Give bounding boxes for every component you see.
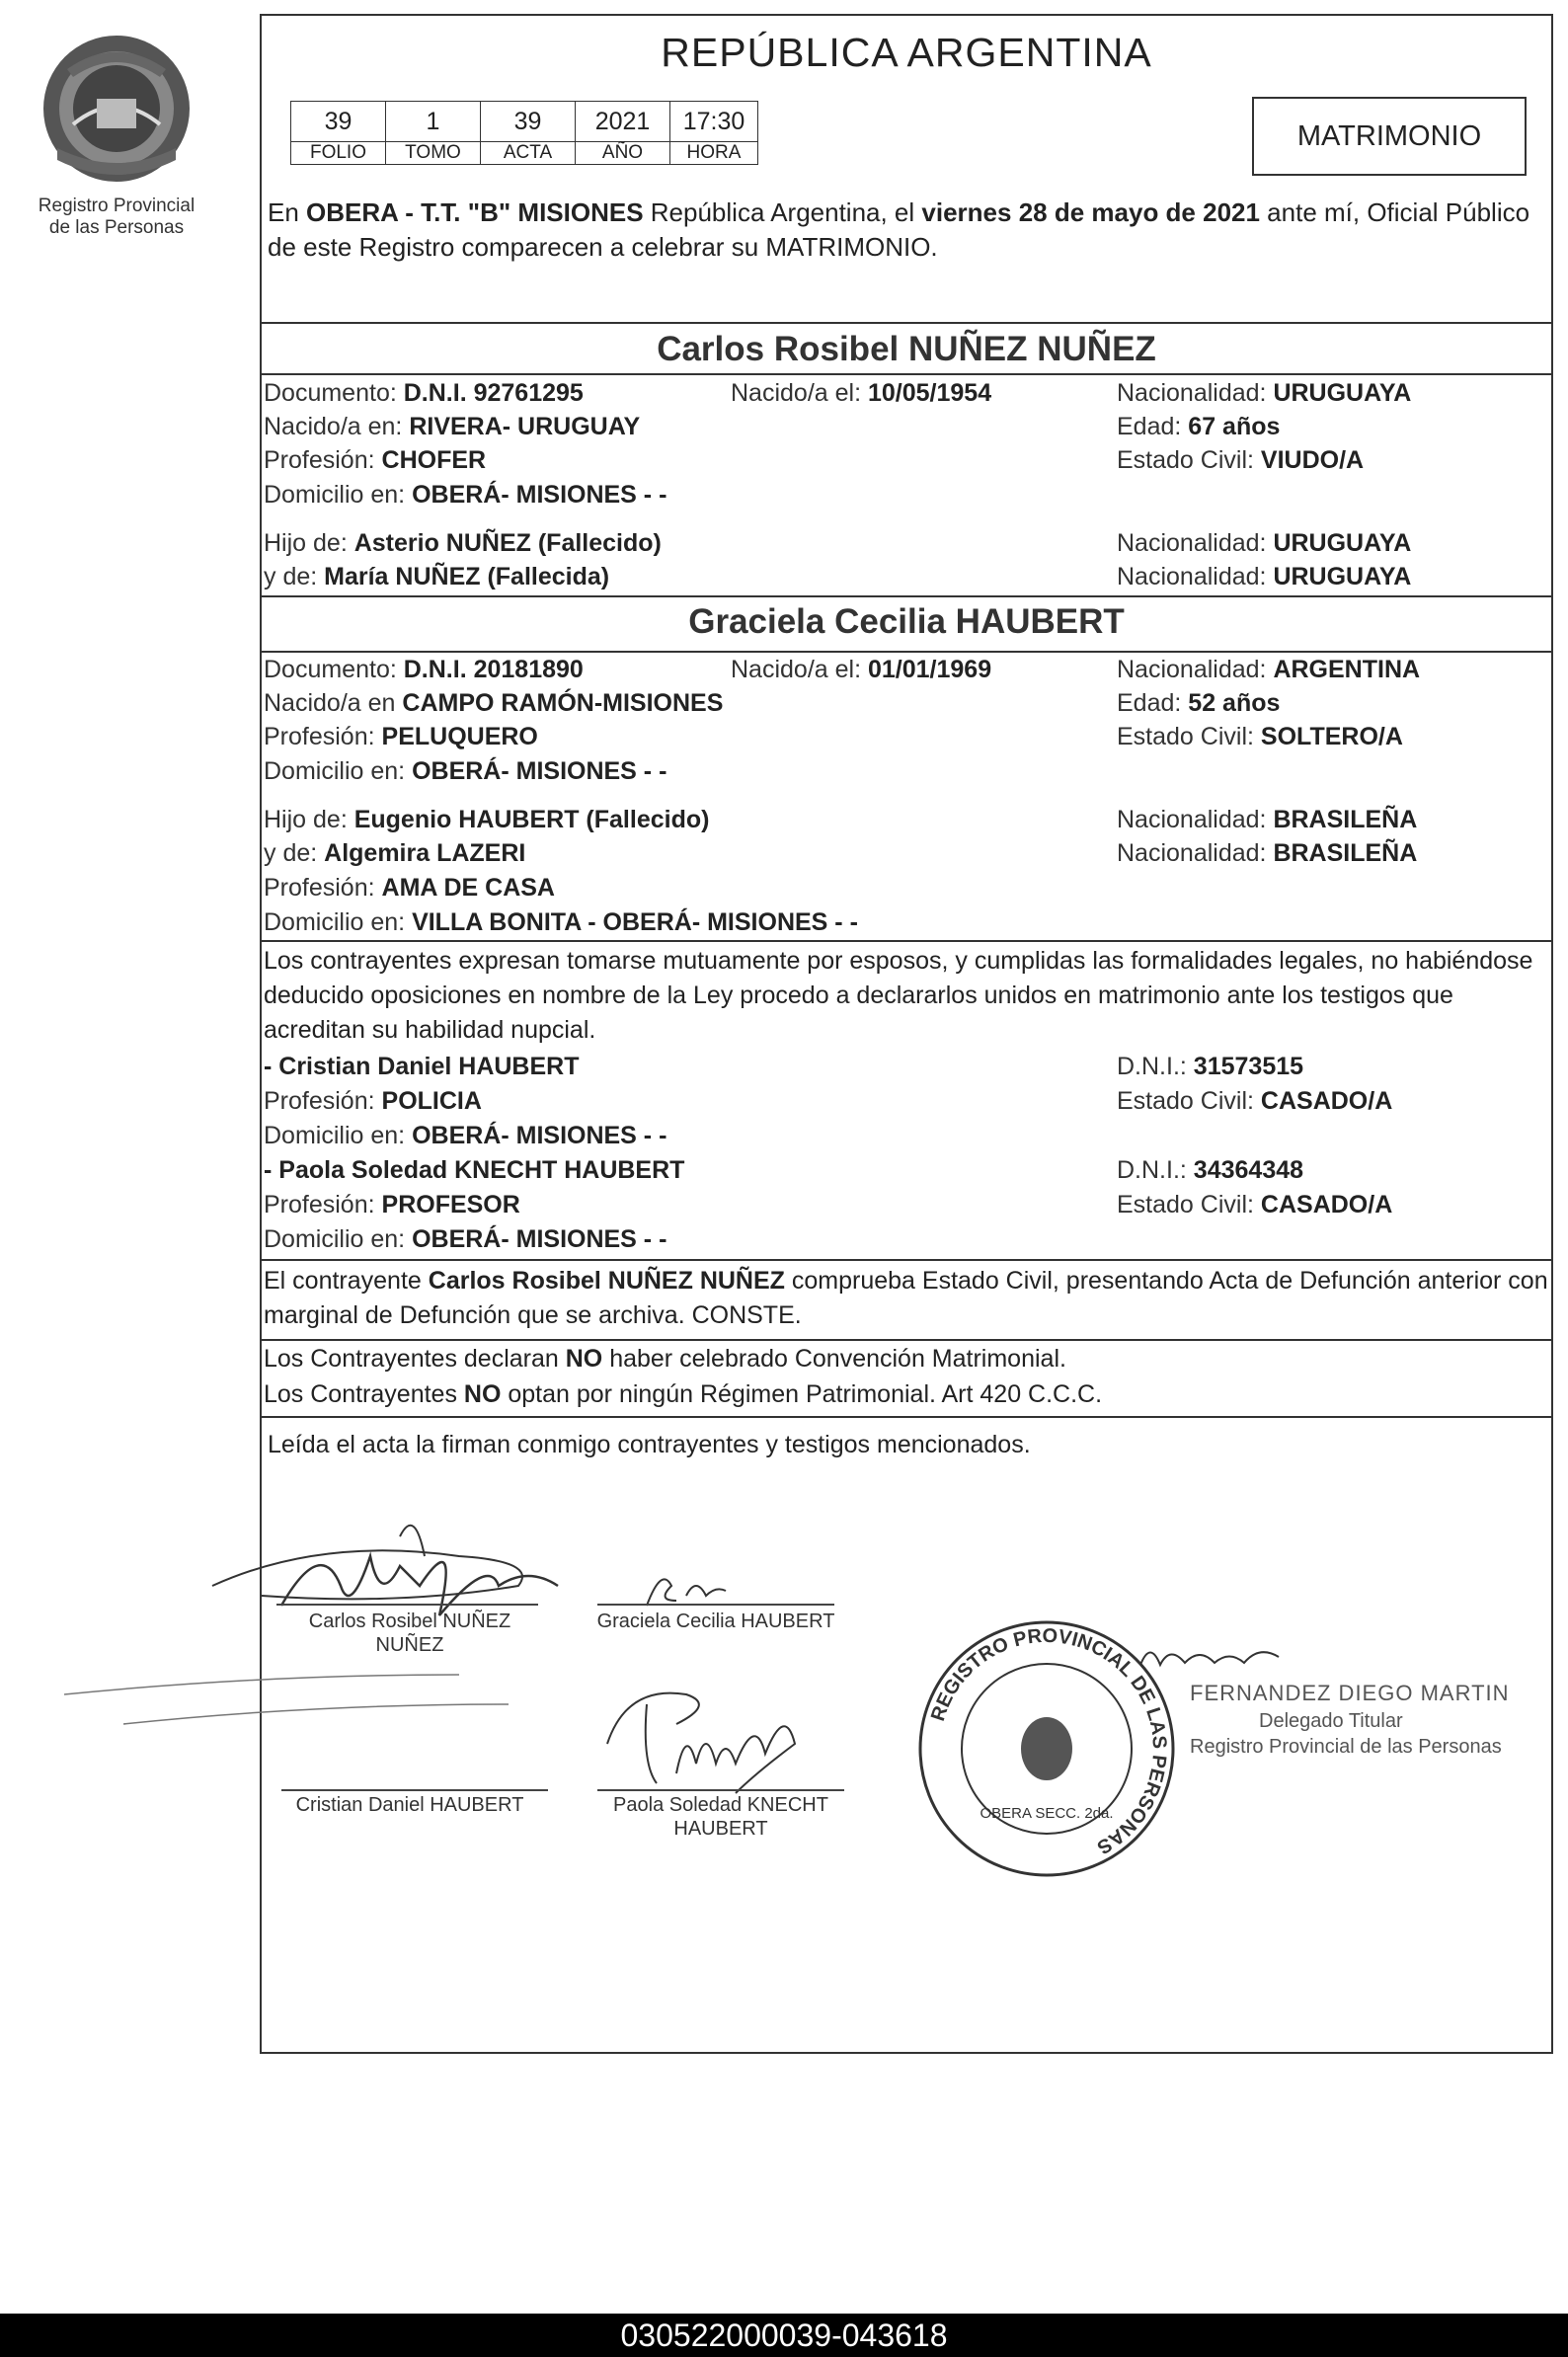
spouse1-nationality: Nacionalidad: URUGUAYA bbox=[1117, 379, 1412, 407]
spouse1-father-nationality: Nacionalidad: URUGUAYA bbox=[1117, 529, 1412, 557]
spouse1-name: Carlos Rosibel NUÑEZ NUÑEZ bbox=[657, 330, 1156, 368]
spouse2-document: Documento: D.N.I. 20181890 bbox=[264, 656, 584, 683]
witness2-profession: Profesión: PROFESOR bbox=[264, 1191, 520, 1218]
divider bbox=[262, 1339, 1551, 1341]
spouse2-age: Edad: 52 años bbox=[1117, 689, 1281, 717]
spouse1-civil-status: Estado Civil: VIUDO/A bbox=[1117, 446, 1365, 474]
hour-label: HORA bbox=[670, 142, 758, 165]
spouse2-profession: Profesión: PELUQUERO bbox=[264, 723, 538, 750]
official-name: FERNANDEZ DIEGO MARTIN bbox=[1190, 1681, 1510, 1705]
intro-place: OBERA - T.T. "B" MISIONES bbox=[306, 197, 644, 227]
signature-spouse2 bbox=[627, 1556, 765, 1615]
signature-line bbox=[276, 1604, 538, 1606]
signature-witness1 bbox=[64, 1655, 617, 1734]
year-value: 2021 bbox=[576, 102, 670, 142]
spouse2-name: Graciela Cecilia HAUBERT bbox=[688, 602, 1125, 641]
declaration-paragraph: Los contrayentes expresan tomarse mutuamente por esposos, y cumplidas las formalidades legales, no habiéndose deducido oposiciones en nombre de la Ley procedo a declararlos unidos en matrimonio ante los testigos que acreditan su habilidad nupcial. bbox=[264, 947, 1533, 1044]
spouse1-mother: y de: María NUÑEZ (Fallecida) bbox=[264, 563, 610, 590]
witness1-dni: D.N.I.: 31573515 bbox=[1117, 1053, 1304, 1080]
folio-value: 39 bbox=[291, 102, 386, 142]
tomo-value: 1 bbox=[386, 102, 481, 142]
spouse2-mother-domicile: Domicilio en: VILLA BONITA - OBERÁ- MISIONES - - bbox=[264, 908, 858, 936]
divider bbox=[262, 595, 1551, 597]
folio-label: FOLIO bbox=[291, 142, 386, 165]
act-type-box: MATRIMONIO bbox=[1252, 97, 1527, 176]
official-office: Registro Provincial de las Personas bbox=[1190, 1736, 1502, 1758]
civil-status-note: El contrayente Carlos Rosibel NUÑEZ NUÑEZ comprueba Estado Civil, presentando Acta de Defunción anterior con marginal de Defunción que se archiva. CONSTE. bbox=[264, 1267, 1548, 1329]
spouse2-domicile: Domicilio en: OBERÁ- MISIONES - - bbox=[264, 757, 667, 785]
closing-statement: Leída el acta la firman conmigo contrayentes y testigos mencionados. bbox=[268, 1431, 1031, 1458]
patrimonial-statement: Los Contrayentes NO optan por ningún Régimen Patrimonial. Art 420 C.C.C. bbox=[264, 1380, 1103, 1408]
signature-caption-witness2: Paola Soledad KNECHT HAUBERT bbox=[613, 1794, 828, 1840]
witness1-name: - Cristian Daniel HAUBERT bbox=[264, 1053, 580, 1080]
spouse2-mother: y de: Algemira LAZERI bbox=[264, 839, 526, 867]
marriage-certificate bbox=[260, 14, 1553, 2054]
witness2-domicile: Domicilio en: OBERÁ- MISIONES - - bbox=[264, 1225, 667, 1253]
page-title: REPÚBLICA ARGENTINA bbox=[661, 30, 1152, 75]
witness1-profession: Profesión: POLICIA bbox=[264, 1087, 482, 1115]
spouse1-mother-nationality: Nacionalidad: URUGUAYA bbox=[1117, 563, 1412, 590]
convention-statement: Los Contrayentes declaran NO haber celebrado Convención Matrimonial. bbox=[264, 1345, 1066, 1373]
divider bbox=[262, 322, 1551, 324]
spouse1-document: Documento: D.N.I. 92761295 bbox=[264, 379, 584, 407]
spouse1-father: Hijo de: Asterio NUÑEZ (Fallecido) bbox=[264, 529, 662, 557]
spouse1-birthplace: Nacido/a en: RIVERA- URUGUAY bbox=[264, 413, 641, 440]
logo-caption-line1: Registro Provincial bbox=[38, 196, 196, 216]
witness2-civil-status: Estado Civil: CASADO/A bbox=[1117, 1191, 1393, 1218]
year-label: AÑO bbox=[576, 142, 670, 165]
spouse2-birthdate: Nacido/a el: 01/01/1969 bbox=[731, 656, 992, 683]
intro-mid: República Argentina, el bbox=[643, 197, 922, 227]
witness2-name: - Paola Soledad KNECHT HAUBERT bbox=[264, 1156, 685, 1184]
acta-value: 39 bbox=[481, 102, 576, 142]
spouse2-father-nationality: Nacionalidad: BRASILEÑA bbox=[1117, 806, 1418, 833]
provincial-seal-icon bbox=[38, 30, 196, 188]
divider bbox=[262, 940, 1551, 942]
intro-end: ante mí, Oficial Público de este Registro comparecen a celebrar su MATRIMONIO. bbox=[268, 197, 1530, 262]
spouse1-age: Edad: 67 años bbox=[1117, 413, 1281, 440]
divider bbox=[262, 1259, 1551, 1261]
spouse2-mother-profession: Profesión: AMA DE CASA bbox=[264, 874, 555, 902]
registry-table bbox=[290, 101, 758, 165]
hour-value: 17:30 bbox=[670, 102, 758, 142]
document-barcode: 030522000039-043618 bbox=[0, 2314, 1568, 2357]
spouse1-domicile: Domicilio en: OBERÁ- MISIONES - - bbox=[264, 481, 667, 509]
signature-official bbox=[1131, 1635, 1289, 1675]
divider bbox=[262, 651, 1551, 653]
spouse1-birthdate: Nacido/a el: 10/05/1954 bbox=[731, 379, 992, 407]
acta-label: ACTA bbox=[481, 142, 576, 165]
signature-line bbox=[281, 1789, 548, 1791]
spouse1-profession: Profesión: CHOFER bbox=[264, 446, 487, 474]
divider bbox=[262, 1416, 1551, 1418]
spouse2-mother-nationality: Nacionalidad: BRASILEÑA bbox=[1117, 839, 1418, 867]
spouse2-nationality: Nacionalidad: ARGENTINA bbox=[1117, 656, 1421, 683]
intro-paragraph bbox=[262, 196, 1555, 265]
signature-caption-spouse2: Graciela Cecilia HAUBERT bbox=[596, 1611, 835, 1632]
intro-date: viernes 28 de mayo de 2021 bbox=[921, 197, 1260, 227]
spouse2-birthplace: Nacido/a en CAMPO RAMÓN-MISIONES bbox=[264, 689, 724, 717]
spouse2-civil-status: Estado Civil: SOLTERO/A bbox=[1117, 723, 1403, 750]
witness2-dni: D.N.I.: 34364348 bbox=[1117, 1156, 1304, 1184]
tomo-label: TOMO bbox=[386, 142, 481, 165]
signature-caption-spouse1: Carlos Rosibel NUÑEZ NUÑEZ bbox=[308, 1611, 511, 1656]
witness1-domicile: Domicilio en: OBERÁ- MISIONES - - bbox=[264, 1122, 667, 1149]
signature-line bbox=[597, 1789, 844, 1791]
svg-text:REGISTRO PROVINCIAL DE LAS PER: REGISTRO PROVINCIAL DE LAS PERSONAS bbox=[927, 1624, 1171, 1858]
witness1-civil-status: Estado Civil: CASADO/A bbox=[1117, 1087, 1393, 1115]
signature-line bbox=[597, 1604, 834, 1606]
official-role: Delegado Titular bbox=[1259, 1710, 1403, 1732]
svg-text:OBERA SECC. 2da.: OBERA SECC. 2da. bbox=[980, 1805, 1114, 1822]
signature-caption-witness1: Cristian Daniel HAUBERT bbox=[295, 1794, 524, 1816]
spouse2-father: Hijo de: Eugenio HAUBERT (Fallecido) bbox=[264, 806, 710, 833]
divider bbox=[262, 373, 1551, 375]
intro-en: En bbox=[268, 197, 299, 227]
logo-caption-line2: de las Personas bbox=[48, 217, 185, 238]
registry-logo bbox=[28, 30, 205, 239]
